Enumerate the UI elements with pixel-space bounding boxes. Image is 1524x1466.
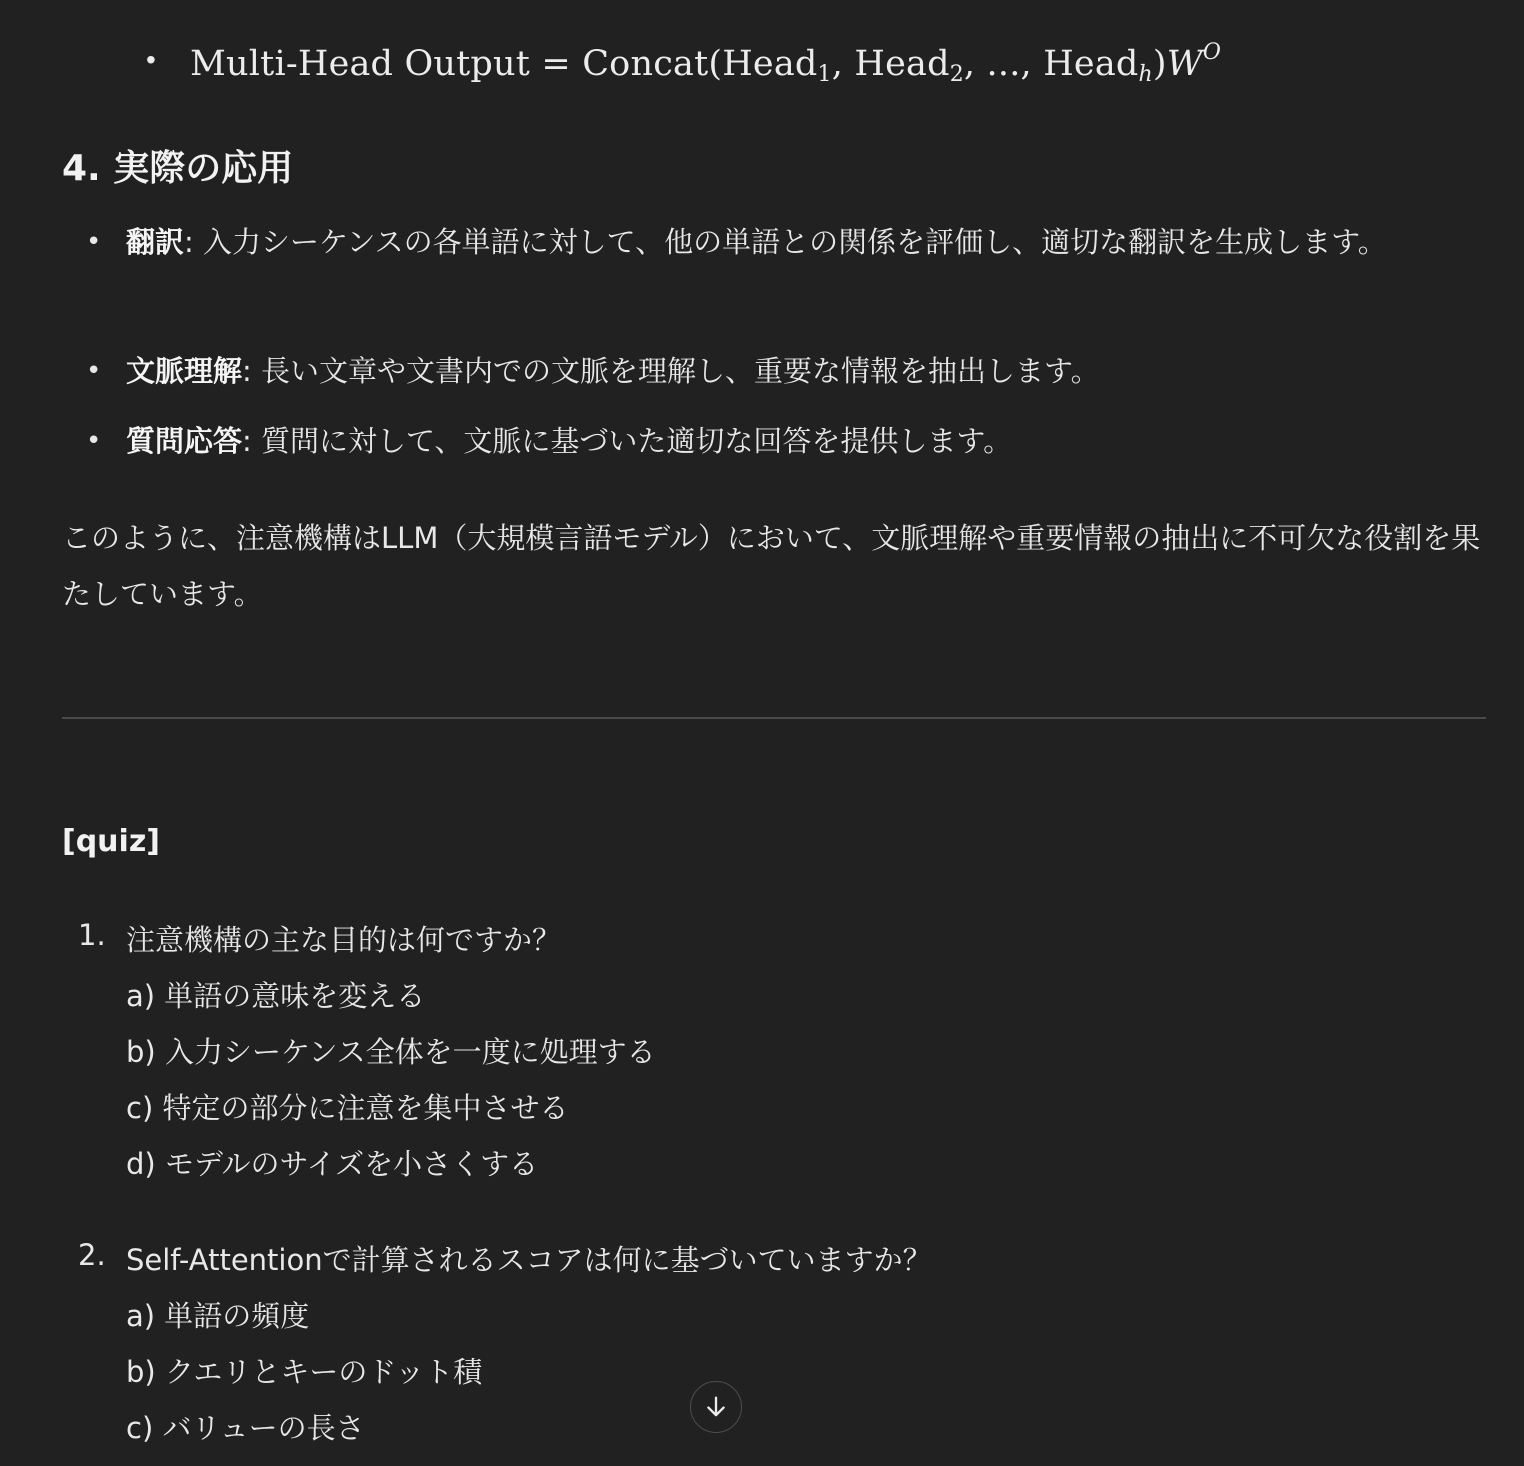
- clipped-previous-line: [120, 0, 1020, 8]
- formula-headh: Head: [1043, 44, 1139, 84]
- list-item-translation: [86, 214, 1466, 326]
- answer-option: b) クエリとキーのドット積: [126, 1355, 483, 1389]
- answer-option: b) 入力シーケンス全体を一度に処理する: [126, 1035, 656, 1069]
- answer-option: a) 単語の頻度: [126, 1299, 310, 1333]
- formula-headh-sub: h: [1138, 62, 1153, 87]
- list-item-term: 文脈理解: [126, 354, 243, 388]
- answer-option: a) 単語の意味を変える: [126, 979, 426, 1013]
- question-number: 2.: [78, 1238, 106, 1272]
- question-text: Self-Attentionで計算されるスコアは何に基づいていますか？: [126, 1243, 932, 1277]
- list-item-text: [126, 214, 1466, 270]
- formula-head2: Head: [854, 44, 950, 84]
- question-text: 注意機構の主な目的は何ですか？: [126, 923, 562, 957]
- formula-weight: W: [1166, 44, 1203, 84]
- formula-ellipsis: ...: [986, 44, 1021, 84]
- list-item-text: [126, 343, 1466, 399]
- bullet-dot: •: [146, 44, 156, 75]
- quiz-tag: [quiz]: [62, 824, 160, 859]
- formula-head2-sub: 2: [949, 62, 964, 87]
- answer-option: c) 特定の部分に注意を集中させる: [126, 1091, 569, 1125]
- arrow-down-icon: [702, 1393, 730, 1421]
- list-item-qa: [86, 413, 1466, 469]
- formula-lhs: Multi-Head Output: [190, 44, 531, 84]
- list-item-desc: : 入力シーケンスの各単語に対して、他の単語との関係を評価し、適切な翻訳を生成します。: [184, 225, 1387, 259]
- bullet-dot: •: [86, 227, 102, 257]
- formula-concat: Concat: [582, 44, 709, 84]
- scroll-to-bottom-button[interactable]: [690, 1381, 742, 1433]
- question-number: 1.: [78, 918, 106, 952]
- bullet-dot: •: [86, 356, 102, 386]
- multi-head-formula: [0, 38, 1524, 98]
- list-item-desc: : 質問に対して、文脈に基づいた適切な回答を提供します。: [242, 424, 1013, 458]
- divider: [62, 717, 1486, 719]
- section-heading: 4. 実際の応用: [62, 148, 294, 189]
- answer-option: c) バリューの長さ: [126, 1411, 365, 1445]
- answer-option: d) モデルのサイズを小さくする: [126, 1147, 539, 1181]
- list-item-desc: : 長い文章や文書内での文脈を理解し、重要な情報を抽出します。: [242, 354, 1100, 388]
- list-item-term: 質問応答: [126, 424, 243, 458]
- summary-paragraph: このように、注意機構はLLM（大規模言語モデル）において、文脈理解や重要情報の抽出に不可欠な役割を果たしています。: [62, 521, 1481, 611]
- formula-weight-sup: O: [1202, 40, 1222, 65]
- formula-head1-sub: 1: [817, 62, 832, 87]
- formula-head1: Head: [722, 44, 818, 84]
- bullet-dot: •: [86, 426, 102, 456]
- formula-equals: =: [541, 44, 571, 84]
- formula-math: Multi-Head Output = Concat(Head$_1$, Head$_2$, ..., $Head_h)W^O$: [190, 40, 1222, 87]
- list-item-context: [86, 343, 1466, 399]
- list-item-text: [126, 413, 1466, 469]
- list-item-term: 翻訳: [126, 225, 185, 259]
